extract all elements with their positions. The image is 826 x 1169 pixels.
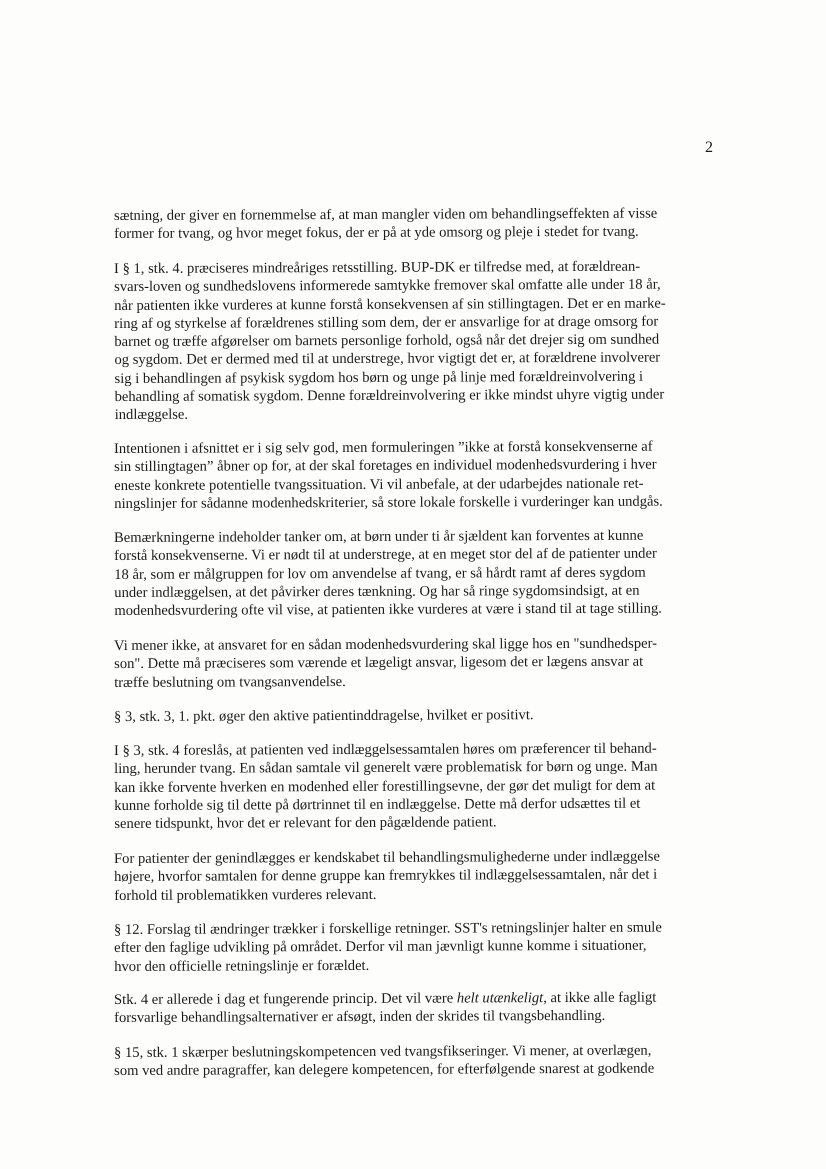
text-line: forhold til problematikken vurderes relevant.: [114, 886, 377, 904]
text-line: højere, hvorfor samtalen for denne gruppe kan fremrykkes til indlæggelsessamtalen, når det i: [114, 866, 658, 885]
text-line: forsvarlige behandlingsalternativer er afsøgt, inden der skrides til tvangsbehandling.: [114, 1008, 606, 1027]
text-line: sin stillingtagen” åbner op for, at der skal foretages en individuel modenhedsvurdering i hver: [114, 457, 657, 476]
text-line: barnet og træffe afgørelser om barnets personlige forhold, også når det drejer sig om sundhed: [114, 331, 660, 350]
paragraph: [114, 204, 714, 243]
text-line: kan ikke forvente hverken en modenhed eller forestillingsevne, der gør det muligt for dem at: [114, 777, 656, 796]
text-line: Vi mener ikke, at ansvaret for en sådan modenhedsvurdering skal ligge hos en "sundhedsper-: [114, 635, 658, 654]
text-line: modenhedsvurdering ofte vil vise, at patienten ikke vurderes at være i stand til at tage stilling.: [114, 601, 662, 620]
text-line: I § 1, stk. 4. præciseres mindreåriges retsstilling. BUP-DK er tilfredse med, at forældrean-: [114, 258, 641, 277]
paragraph: [114, 740, 714, 834]
paragraph: [114, 918, 714, 976]
paragraph: [114, 705, 714, 726]
text-line: sig i behandlingen af psykisk sygdom hos børn og unge på linje med forældreinvolvering i: [114, 368, 644, 387]
italic-phrase: helt utænkeligt: [456, 990, 544, 1007]
page-number: 2: [705, 139, 713, 156]
text-line: 18 år, som er målgruppen for lov om anvendelse af tvang, er så hårdt ramt af deres sygdom: [114, 564, 646, 584]
text-line: når patienten ikke vurderes at kunne forstå konsekvensen af sin stillingtagen. Det er en marke-: [114, 294, 666, 314]
text-line: senere tidspunkt, hvor det er relevant for den pågældende patient.: [114, 814, 497, 833]
text-line: svars-loven og sundhedslovens informerede samtykke fremover skal omfatte alle under 18 år,: [114, 276, 661, 295]
text-line: Stk. 4 er allerede i dag et fungerende princip. Det vil være: [114, 990, 457, 1009]
text-line: § 15, stk. 1 skærper beslutningskompetencen ved tvangsfikseringer. Vi mener, at overlægen,: [114, 1042, 652, 1061]
text-line: eneste konkrete potentielle tvangssituation. Vi vil anbefale, at der udarbejdes nationale ret-: [114, 475, 644, 494]
text-line: ling, herunder tvang. En sådan samtale vil generelt være problematisk for børn og unge. Man: [114, 759, 658, 778]
text-line: I § 3, stk. 4 foreslås, at patienten ved indlæggelsessamtalen høres om præferencer til behand-: [114, 740, 657, 760]
text-line: som ved andre paragraffer, kan delegere kompetencen, for efterfølgende snarest at godkende: [114, 1060, 655, 1080]
text-line: hvor den officielle retningslinje er forældet.: [114, 956, 370, 975]
text-line: § 3, stk. 3, 1. pkt. øger den aktive patientinddragelse, hvilket er positivt.: [114, 706, 534, 725]
text-line: behandling af somatisk sygdom. Denne forældreinvolvering er ikke mindst uhyre vigtig under: [114, 386, 665, 405]
paragraph: [114, 438, 714, 514]
paragraph: [114, 989, 714, 1028]
text-line: ring af og styrkelse af forældrenes stilling som dem, der er ansvarlige for at drage omsorg for: [114, 313, 659, 332]
text-line: kunne forholde sig til dette på dørtrinnet til en indlæggelse. Dette må derfor udsættes til et: [114, 795, 641, 815]
text-line: former for tvang, og hvor meget fokus, der er på at yde omsorg og pleje i stedet for tvang.: [114, 224, 639, 243]
paragraph: [114, 257, 715, 424]
text-line: Bemærkningerne indeholder tanker om, at børn under ti år sjældent kan forventes at kunne: [114, 528, 644, 547]
text-line-continuation: , at ikke alle fagligt: [543, 990, 657, 1007]
text-line: ningslinjer for sådanne modenhedskriterier, så store lokale forskelle i vurderinger kan undgås.: [114, 493, 663, 513]
text-line: son". Dette må præciseres som værende et lægeligt ansvar, ligesom det er lægens ansvar at: [114, 653, 644, 673]
text-line: forstå konsekvenserne. Vi er nødt til at understrege, at en meget stor del af de patienter under: [114, 546, 657, 565]
paragraph: [114, 847, 714, 905]
paragraph: [114, 1041, 714, 1080]
text-line: For patienter der genindlægges er kendskabet til behandlingsmulighederne under indlæggelse: [114, 848, 660, 867]
text-line: og sygdom. Det er dermed med til at understrege, hvor vigtigt det er, at forældrene involverer: [114, 349, 661, 369]
text-line: § 12. Forslag til ændringer trækker i forskellige retninger. SST's retningslinjer halter en smule: [114, 919, 662, 938]
text-line: efter den faglige udvikling på området. Derfor vil man jævnligt kunne komme i situationer,: [114, 937, 647, 956]
body-text: [114, 207, 714, 1097]
text-line: Intentionen i afsnittet er i sig selv god, men formuleringen ”ikke at forstå konsekvenserne af: [114, 438, 653, 458]
text-line: træffe beslutning om tvangsanvendelse.: [114, 673, 346, 691]
text-line: sætning, der giver en fornemmelse af, at man mangler viden om behandlingseffekten af visse: [114, 205, 658, 224]
text-line: indlæggelse.: [114, 406, 189, 423]
paragraph: [114, 634, 714, 692]
paragraph: [114, 527, 714, 621]
text-line: under indlæggelsen, at det påvirker deres tænkning. Og har så ringe sygdomsindsigt, at en: [114, 583, 640, 602]
